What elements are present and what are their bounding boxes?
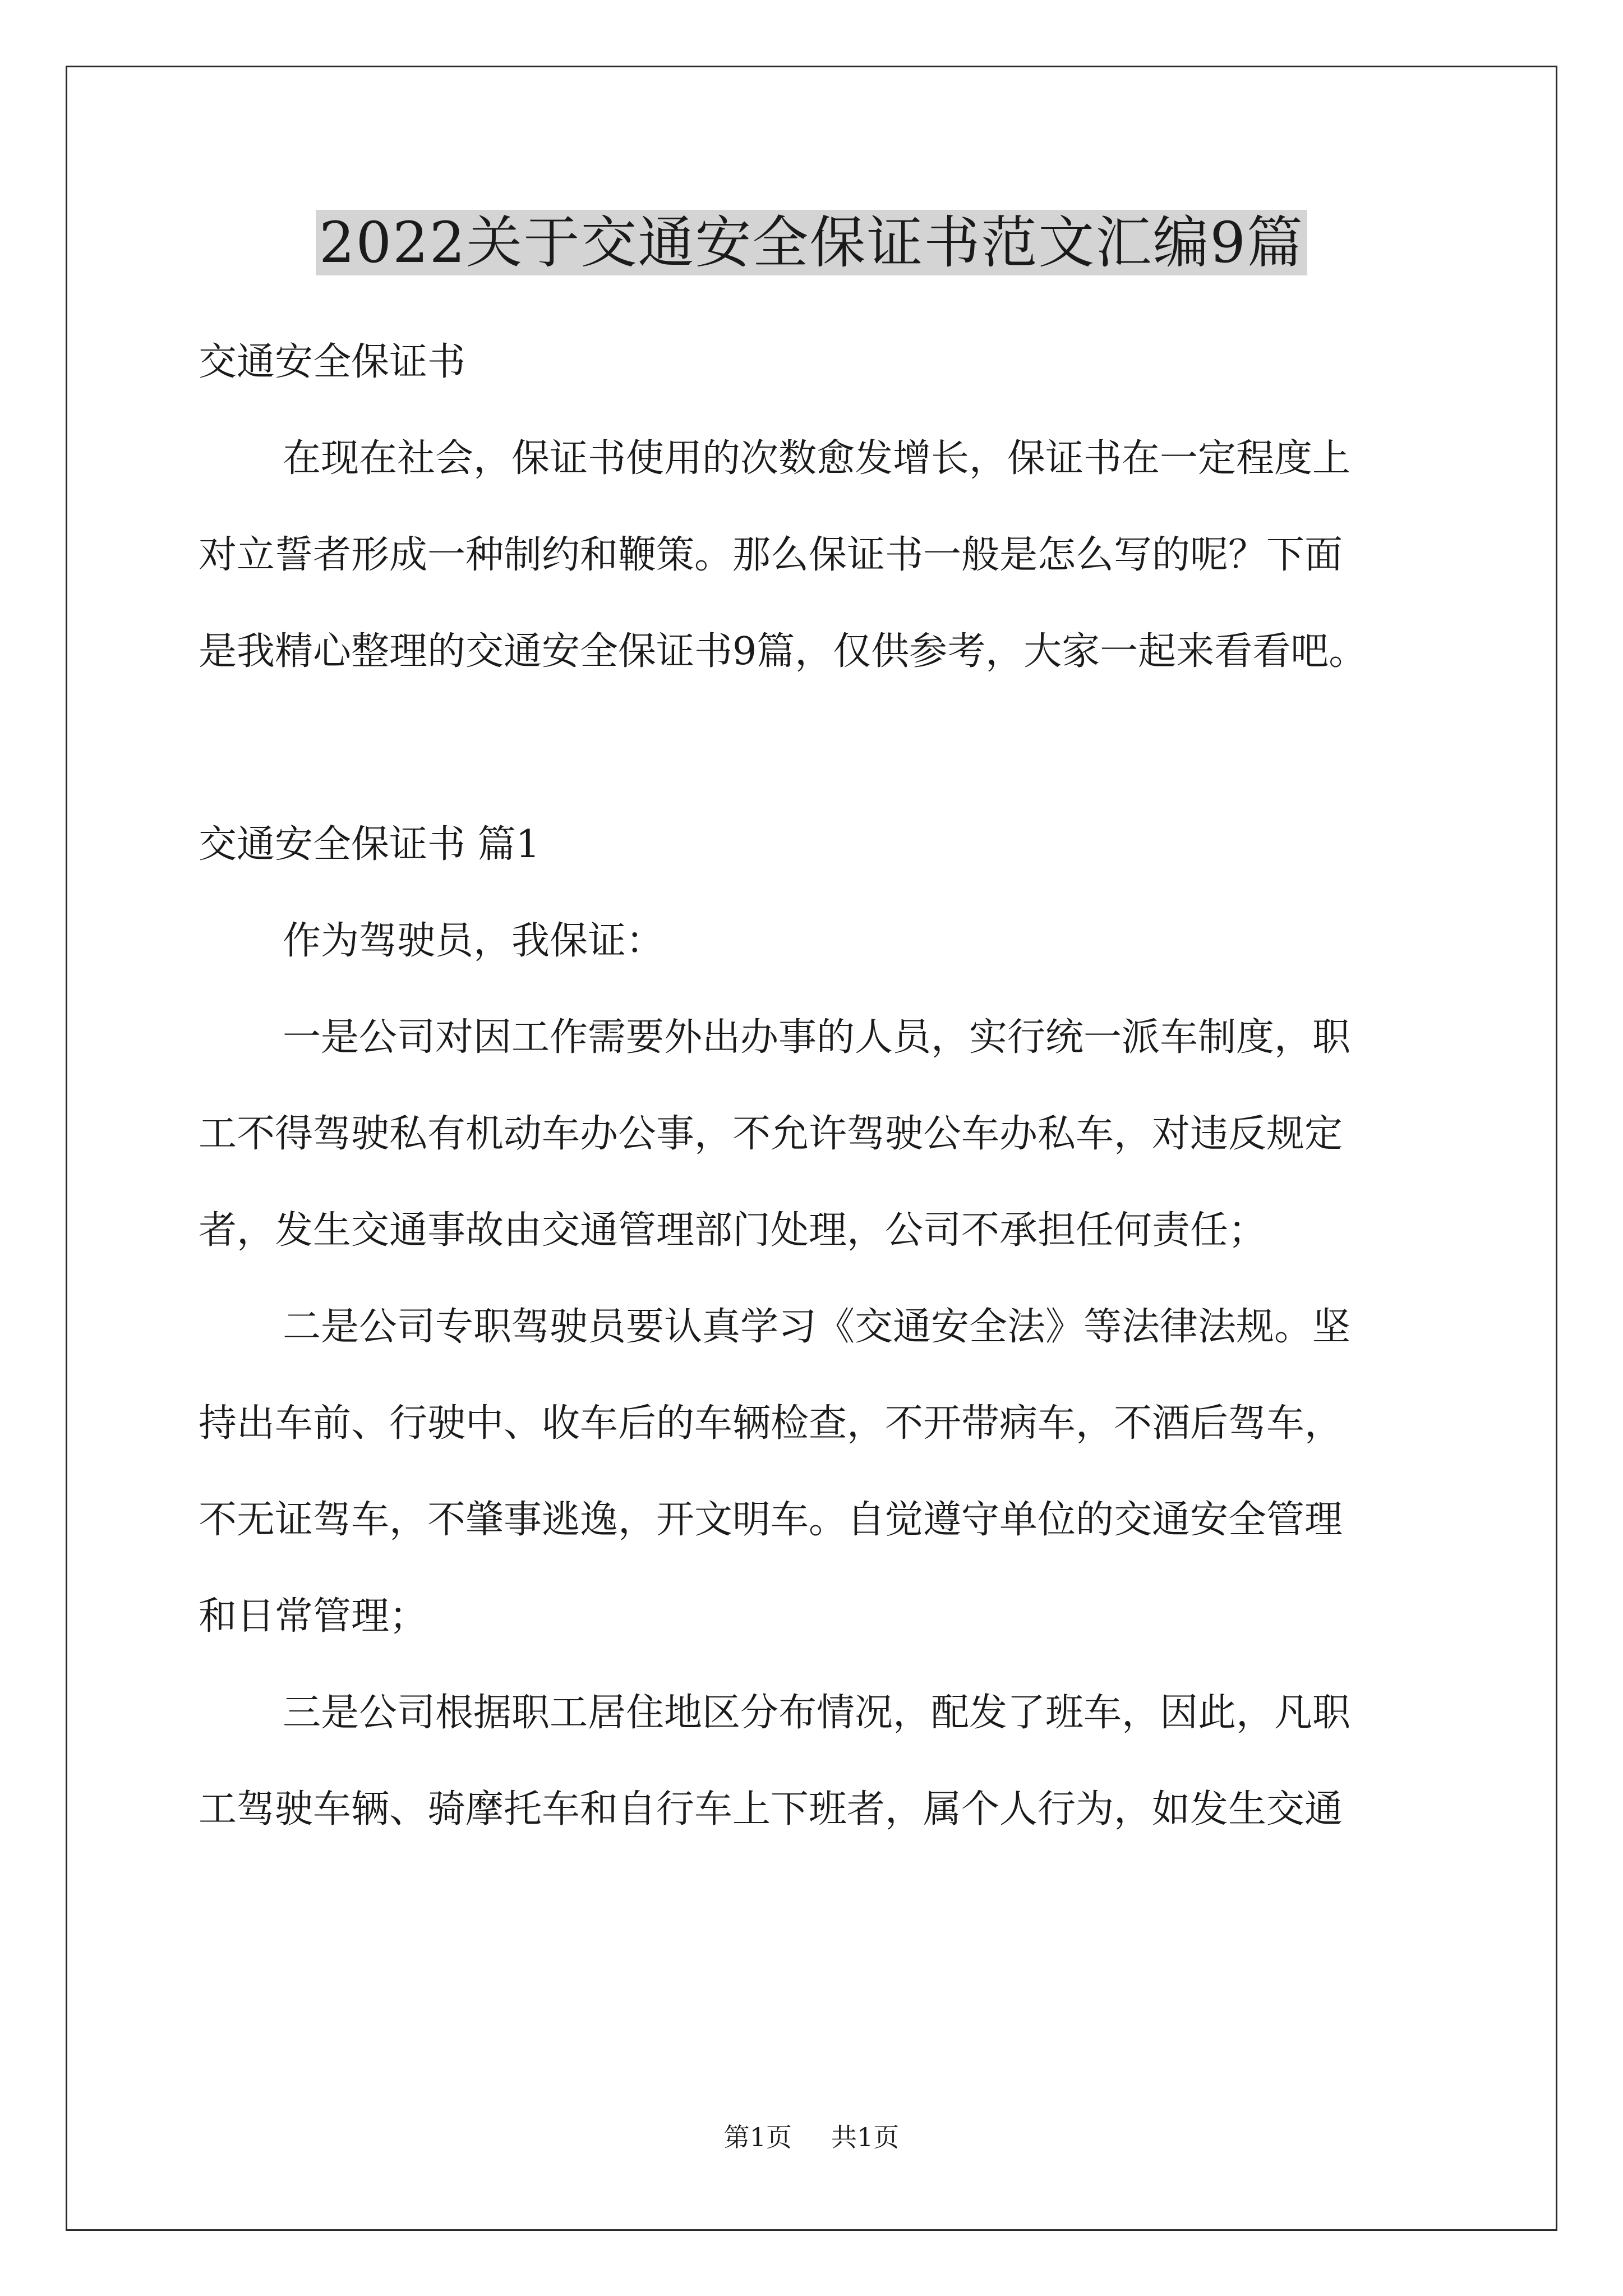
page-number-total: 共1页 (831, 2122, 900, 2152)
section-line: 不无证驾车，不肇事逃逸，开文明车。自觉遵守单位的交通安全管理 (199, 1498, 1343, 1542)
section-line: 二是公司专职驾驶员要认真学习《交通安全法》等法律法规。坚 (283, 1305, 1351, 1349)
section-line: 持出车前、行驶中、收车后的车辆检查，不开带病车，不酒后驾车， (199, 1401, 1343, 1446)
section-line: 三是公司根据职工居住地区分布情况，配发了班车，因此，凡职 (283, 1691, 1351, 1735)
intro-paragraph-line: 对立誓者形成一种制约和鞭策。那么保证书一般是怎么写的呢？下面 (199, 533, 1343, 577)
section-gap (199, 700, 1432, 797)
page-number-current: 第1页 (723, 2122, 792, 2152)
section-heading: 交通安全保证书 篇1 (199, 822, 540, 867)
section-line: 作为驾驶员，我保证： (283, 919, 665, 963)
document-body (199, 314, 1432, 1858)
section-line: 和日常管理； (199, 1594, 428, 1639)
intro-heading: 交通安全保证书 (199, 340, 466, 384)
page-footer (0, 2120, 1623, 2154)
section-line: 者，发生交通事故由交通管理部门处理，公司不承担任何责任； (199, 1208, 1267, 1253)
intro-paragraph-line: 在现在社会，保证书使用的次数愈发增长，保证书在一定程度上 (283, 436, 1351, 481)
section-line: 工不得驾驶私有机动车办公事，不允许驾驶公车办私车，对违反规定 (199, 1112, 1343, 1156)
section-line: 一是公司对因工作需要外出办事的人员，实行统一派车制度，职 (283, 1015, 1351, 1060)
intro-paragraph-line: 是我精心整理的交通安全保证书9篇，仅供参考，大家一起来看看吧。 (199, 629, 1367, 674)
section-line: 工驾驶车辆、骑摩托车和自行车上下班者，属个人行为，如发生交通 (199, 1787, 1343, 1832)
document-title: 2022关于交通安全保证书范文汇编9篇 (0, 201, 1623, 285)
